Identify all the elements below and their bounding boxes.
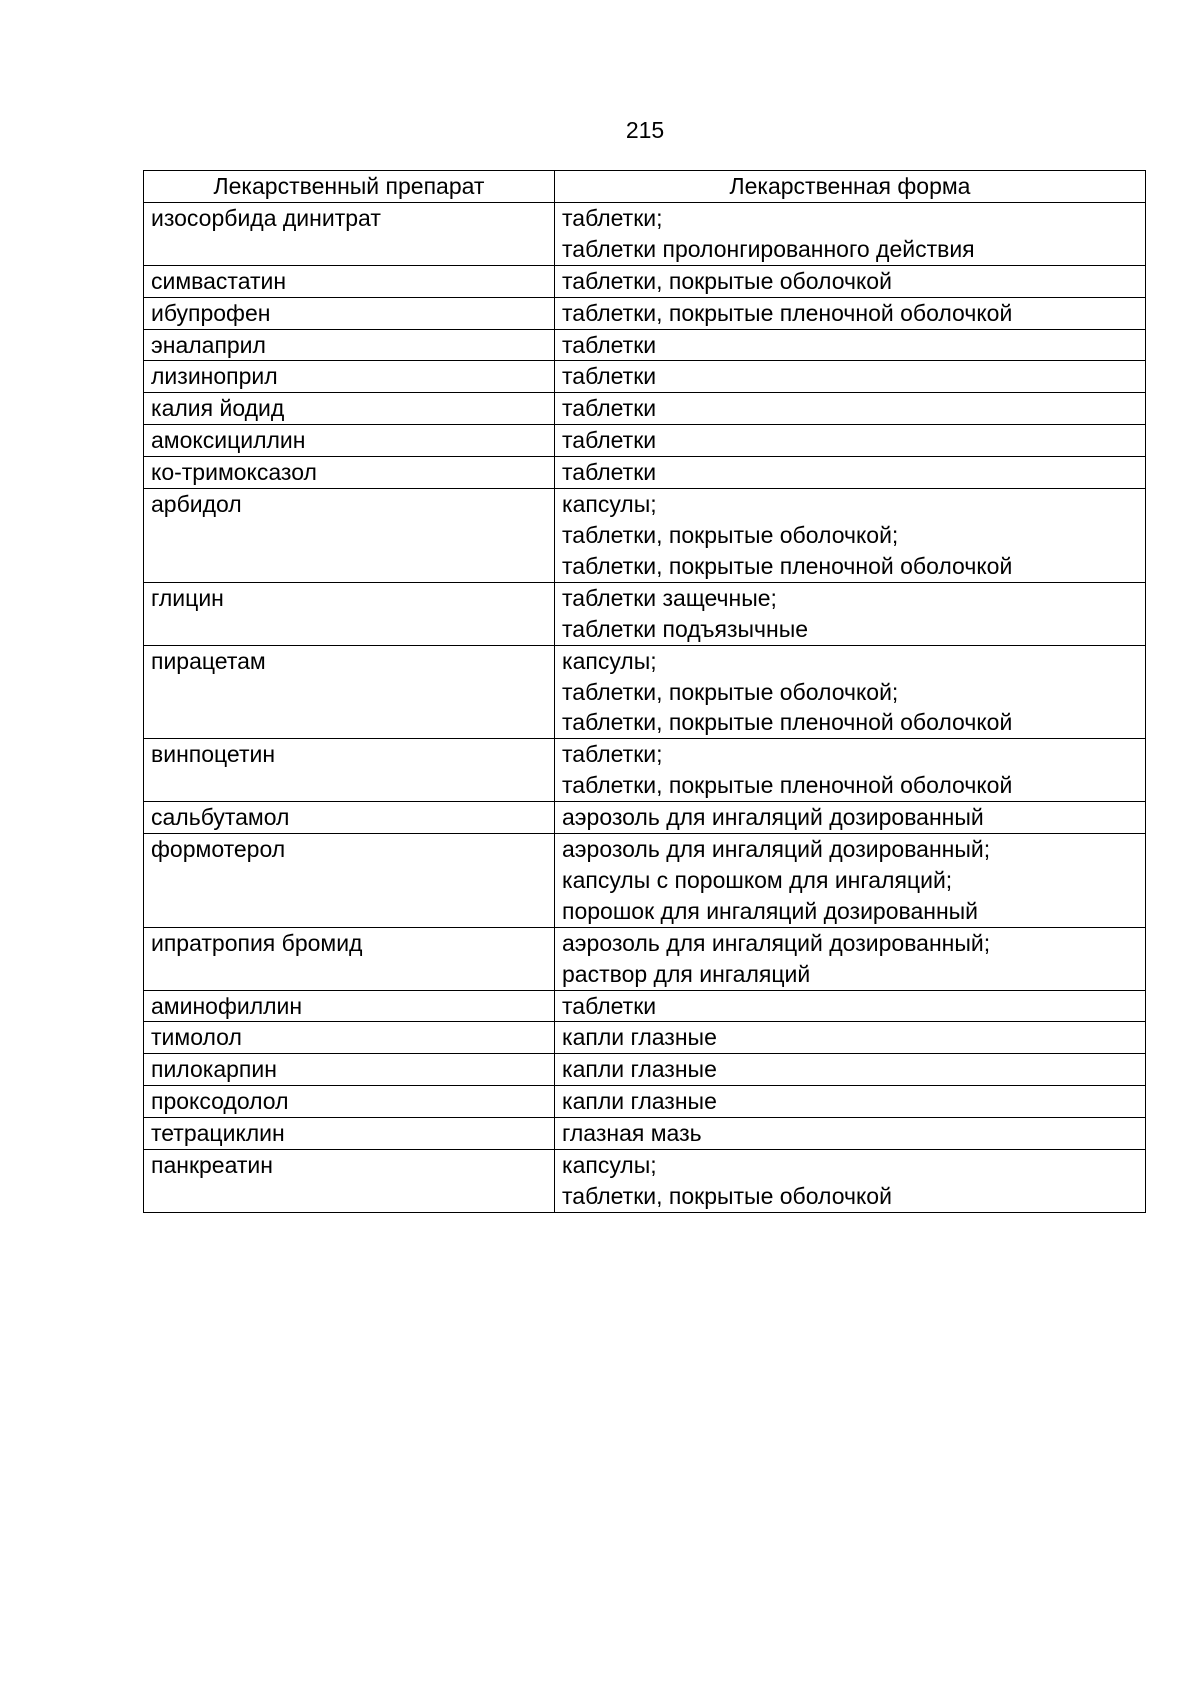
table-row [144, 802, 1146, 834]
dosage-form-cell [555, 425, 1146, 457]
dosage-form-cell [555, 1150, 1146, 1213]
table-row [144, 202, 1146, 265]
dosage-form-cell [555, 990, 1146, 1022]
dosage-form-line: таблетки пролонгированного действия [562, 235, 975, 262]
drug-name-cell: симвастатин [144, 265, 555, 297]
table-row [144, 1022, 1146, 1054]
drug-name-cell: пилокарпин [144, 1054, 555, 1086]
drug-name-cell: эналаприл [144, 329, 555, 361]
dosage-form-cell [555, 297, 1146, 329]
dosage-form-line: таблетки [562, 363, 657, 390]
drug-name-cell: тетрациклин [144, 1118, 555, 1150]
table-row [144, 1150, 1146, 1213]
table-row [144, 1118, 1146, 1150]
drug-name-cell: пирацетам [144, 645, 555, 739]
dosage-form-line: таблетки [562, 992, 657, 1019]
dosage-form-line: капли глазные [562, 1056, 717, 1083]
dosage-form-cell [555, 393, 1146, 425]
dosage-form-line: порошок для ингаляций дозированный [562, 897, 979, 924]
table-row [144, 739, 1146, 802]
dosage-form-line: таблетки, покрытые оболочкой [562, 267, 892, 294]
drug-name-cell: проксодолол [144, 1086, 555, 1118]
dosage-form-line: аэрозоль для ингаляций дозированный [562, 804, 984, 831]
dosage-form-line: таблетки [562, 331, 657, 358]
drug-name-cell: арбидол [144, 489, 555, 583]
dosage-form-cell [555, 265, 1146, 297]
dosage-form-line: таблетки [562, 459, 657, 486]
drug-name-cell: винпоцетин [144, 739, 555, 802]
drug-name-cell: ипратропия бромид [144, 927, 555, 990]
table-row [144, 393, 1146, 425]
drug-name-cell: ко-тримоксазол [144, 457, 555, 489]
drug-name-cell: лизиноприл [144, 361, 555, 393]
dosage-form-line: капсулы; [562, 647, 657, 674]
dosage-form-line: таблетки [562, 427, 657, 454]
dosage-form-cell [555, 927, 1146, 990]
table-row [144, 927, 1146, 990]
dosage-form-cell [555, 1118, 1146, 1150]
table-body [144, 202, 1146, 1212]
dosage-form-line: таблетки, покрытые оболочкой [562, 1183, 892, 1209]
dosage-form-cell [555, 489, 1146, 583]
drug-table [143, 170, 1146, 1213]
dosage-form-cell [555, 1086, 1146, 1118]
dosage-form-line: таблетки; [562, 741, 663, 768]
dosage-form-line: капли глазные [562, 1024, 717, 1051]
table-row [144, 457, 1146, 489]
dosage-form-line: глазная мазь [562, 1120, 702, 1147]
table-row [144, 834, 1146, 928]
table-row [144, 1086, 1146, 1118]
dosage-form-line: таблетки подъязычные [562, 615, 809, 642]
dosage-form-line: таблетки, покрытые пленочной оболочкой [562, 299, 1013, 326]
table-row [144, 297, 1146, 329]
header-form: Лекарственная форма [555, 171, 1146, 203]
dosage-form-line: капли глазные [562, 1088, 717, 1115]
dosage-form-line: таблетки, покрытые оболочкой; [562, 521, 899, 548]
dosage-form-cell [555, 1022, 1146, 1054]
dosage-form-cell [555, 329, 1146, 361]
dosage-form-cell [555, 645, 1146, 739]
dosage-form-line: таблетки, покрытые оболочкой; [562, 678, 899, 705]
table-row [144, 489, 1146, 583]
drug-name-cell: калия йодид [144, 393, 555, 425]
dosage-form-line: таблетки, покрытые пленочной оболочкой [562, 552, 1013, 579]
table-row [144, 329, 1146, 361]
table-header-row [144, 171, 1146, 203]
header-drug: Лекарственный препарат [144, 171, 555, 203]
drug-name-cell: сальбутамол [144, 802, 555, 834]
dosage-form-cell [555, 582, 1146, 645]
table-row [144, 425, 1146, 457]
drug-name-cell: тимолол [144, 1022, 555, 1054]
drug-name-cell: аминофиллин [144, 990, 555, 1022]
dosage-form-cell [555, 802, 1146, 834]
drug-name-cell: глицин [144, 582, 555, 645]
dosage-form-line: таблетки; [562, 204, 663, 231]
dosage-form-cell [555, 202, 1146, 265]
table-row [144, 990, 1146, 1022]
page-number: 215 [625, 117, 665, 143]
dosage-form-cell [555, 1054, 1146, 1086]
dosage-form-line: таблетки, покрытые пленочной оболочкой [562, 772, 1013, 799]
dosage-form-line: капсулы с порошком для ингаляций; [562, 866, 953, 893]
drug-name-cell: изосорбида динитрат [144, 202, 555, 265]
drug-name-cell: амоксициллин [144, 425, 555, 457]
table-row [144, 265, 1146, 297]
table-row [144, 582, 1146, 645]
table-header [144, 171, 1146, 203]
dosage-form-line: аэрозоль для ингаляций дозированный; [562, 929, 991, 956]
dosage-form-line: таблетки защечные; [562, 584, 777, 611]
dosage-form-line: капсулы; [562, 1152, 657, 1179]
table-row [144, 361, 1146, 393]
dosage-form-line: капсулы; [562, 491, 657, 518]
dosage-form-cell [555, 361, 1146, 393]
drug-name-cell: формотерол [144, 834, 555, 928]
dosage-form-line: таблетки, покрытые пленочной оболочкой [562, 709, 1013, 736]
dosage-form-cell [555, 457, 1146, 489]
dosage-form-line: аэрозоль для ингаляций дозированный; [562, 836, 991, 863]
dosage-form-cell [555, 834, 1146, 928]
drug-name-cell: панкреатин [144, 1150, 555, 1213]
table-row [144, 645, 1146, 739]
drug-name-cell: ибупрофен [144, 297, 555, 329]
dosage-form-cell [555, 739, 1146, 802]
dosage-form-line: таблетки [562, 395, 657, 422]
table-row [144, 1054, 1146, 1086]
dosage-form-line: раствор для ингаляций [562, 960, 811, 987]
